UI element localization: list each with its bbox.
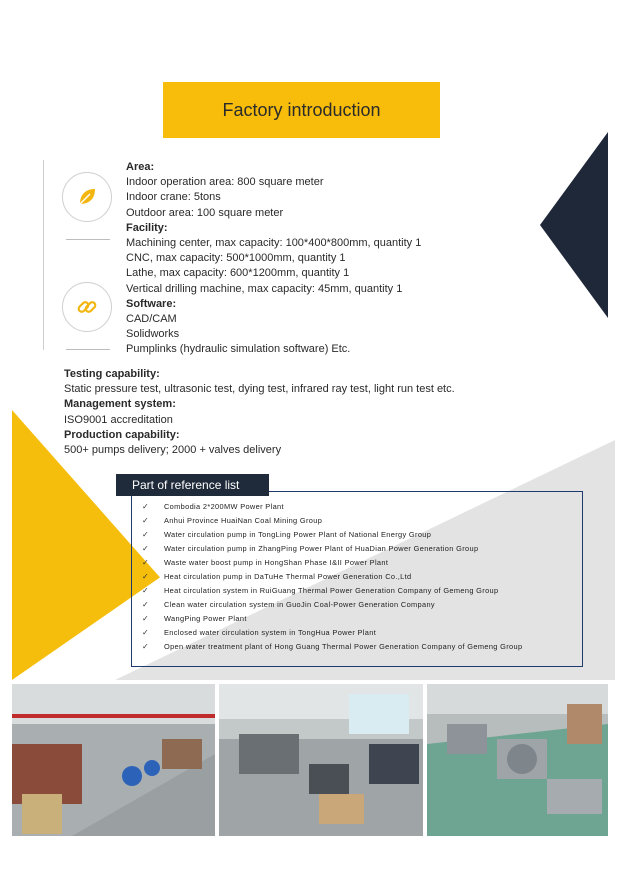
production-heading: Production capability: — [64, 428, 180, 441]
check-icon: ✓ — [142, 529, 150, 539]
facility-line: Machining center, max capacity: 100*400*800mm, quantity 1 — [126, 237, 422, 250]
check-icon: ✓ — [142, 572, 150, 582]
link-icon — [75, 295, 99, 319]
check-icon: ✓ — [142, 515, 150, 525]
reference-item-label: Water circulation pump in TongLing Power Plant of National Energy Group — [164, 529, 432, 539]
icon-divider-2 — [66, 349, 110, 350]
check-icon: ✓ — [142, 642, 150, 652]
facility-line: Lathe, max capacity: 600*1200mm, quantity 1 — [126, 267, 350, 280]
navy-side-triangle — [540, 132, 608, 318]
reference-list-item — [142, 513, 522, 527]
check-icon: ✓ — [142, 628, 150, 638]
reference-list-item — [142, 555, 522, 569]
page-title: Factory introduction — [222, 99, 381, 120]
area-heading: Area: — [126, 161, 155, 173]
reference-heading: Part of reference list — [132, 478, 240, 492]
management-text: ISO9001 accreditation — [64, 413, 173, 426]
factory-specs — [126, 160, 421, 358]
facility-line: Vertical drilling machine, max capacity: 45mm, quantity 1 — [126, 282, 403, 295]
link-icon-circle — [62, 282, 112, 332]
reference-list — [142, 499, 522, 654]
reference-list-item — [142, 640, 522, 654]
facility-line: CNC, max capacity: 500*1000mm, quantity 1 — [126, 252, 346, 265]
testing-heading: Testing capability: — [64, 368, 160, 380]
reference-item-label: Clean water circulation system in GuoJin Coal-Power Generation Company — [164, 600, 435, 610]
reference-item-label: Water circulation pump in ZhangPing Power Plant of HuaDian Power Generation Group — [164, 543, 479, 553]
capabilities-section — [64, 367, 455, 458]
reference-list-item — [142, 527, 522, 541]
software-line: Pumplinks (hydraulic simulation software) Etc. — [126, 343, 351, 356]
reference-list-item — [142, 612, 522, 626]
reference-list-tab — [116, 474, 269, 496]
factory-photo-2 — [219, 684, 423, 836]
reference-list-item — [142, 569, 522, 583]
area-line: Indoor crane: 5tons — [126, 191, 221, 204]
management-heading: Management system: — [64, 398, 176, 411]
check-icon: ✓ — [142, 501, 150, 511]
page-title-banner — [163, 82, 440, 138]
reference-list-item — [142, 584, 522, 598]
reference-item-label: Heat circulation system in RuiGuang Thermal Power Generation Company of Gemeng Group — [164, 586, 499, 596]
testing-text: Static pressure test, ultrasonic test, dying test, infrared ray test, light run test etc. — [64, 383, 455, 396]
software-line: Solidworks — [126, 328, 180, 341]
reference-item-label: Heat circulation pump in DaTuHe Thermal Power Generation Co.,Ltd — [164, 572, 412, 582]
reference-item-label: Anhui Province HuaiNan Coal Mining Group — [164, 515, 323, 525]
check-icon: ✓ — [142, 543, 150, 553]
reference-item-label: Open water treatment plant of Hong Guang Thermal Power Generation Company of Gemeng Group — [164, 642, 523, 652]
factory-photo-3 — [427, 684, 608, 836]
reference-item-label: Combodia 2*200MW Power Plant — [164, 501, 284, 511]
leaf-icon-circle — [62, 172, 112, 222]
reference-item-label: Enclosed water circulation system in TongHua Power Plant — [164, 628, 377, 638]
reference-item-label: Waste water boost pump in HongShan Phase I&II Power Plant — [164, 557, 389, 567]
area-line: Outdoor area: 100 square meter — [126, 206, 284, 219]
check-icon: ✓ — [142, 557, 150, 567]
check-icon: ✓ — [142, 614, 150, 624]
reference-list-item — [142, 541, 522, 555]
production-text: 500+ pumps delivery; 2000 + valves delivery — [64, 444, 282, 457]
leaf-icon — [75, 185, 99, 209]
software-heading: Software: — [126, 297, 177, 310]
reference-list-item — [142, 499, 522, 513]
facility-heading: Facility: — [126, 221, 168, 234]
check-icon: ✓ — [142, 586, 150, 596]
reference-item-label: WangPing Power Plant — [164, 614, 247, 624]
area-line: Indoor operation area: 800 square meter — [126, 176, 324, 189]
software-line: CAD/CAM — [126, 313, 177, 326]
icon-divider-1 — [66, 239, 110, 240]
vertical-divider — [43, 160, 44, 350]
reference-list-item — [142, 598, 522, 612]
reference-list-item — [142, 626, 522, 640]
factory-photo-1 — [12, 684, 215, 836]
check-icon: ✓ — [142, 600, 150, 610]
